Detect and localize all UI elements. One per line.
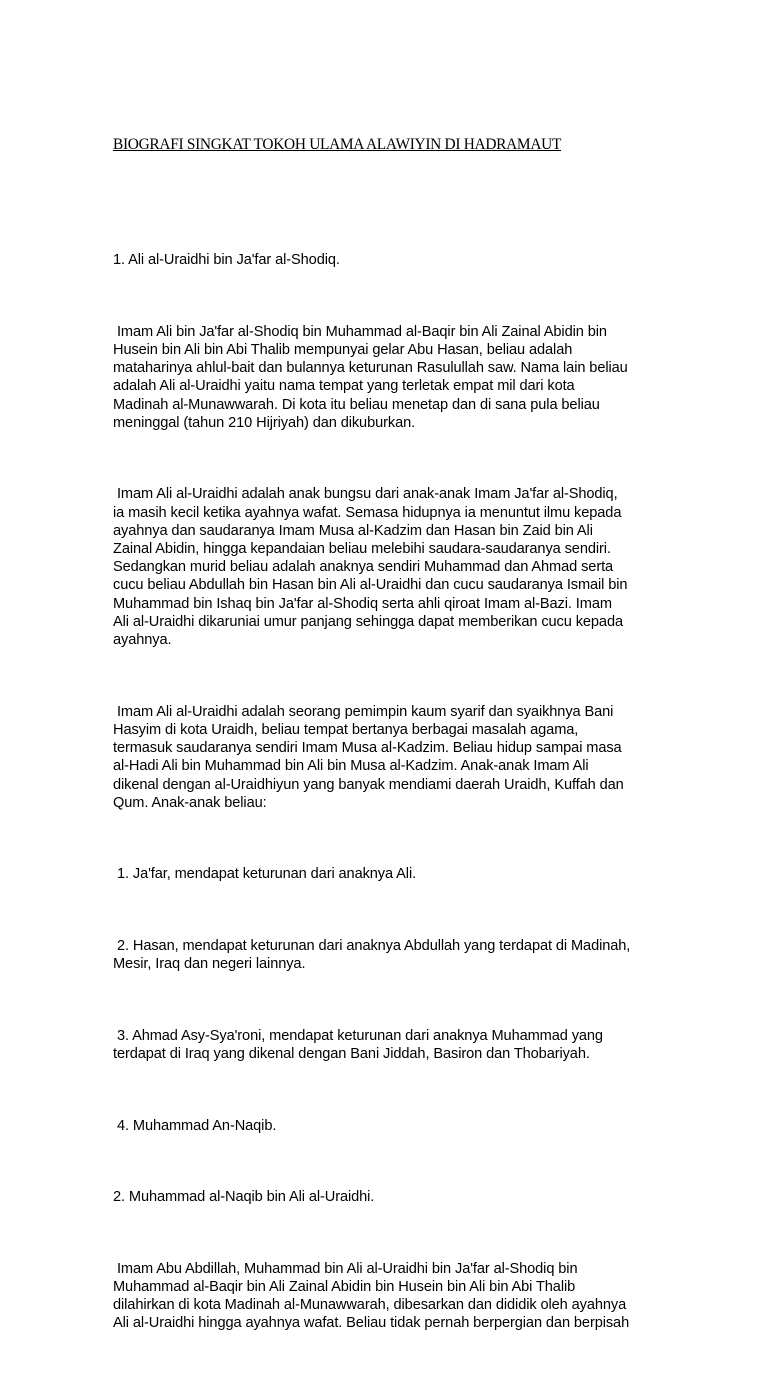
section-heading-1: 1. Ali al-Uraidhi bin Ja'far al-Shodiq. [113,252,340,269]
paragraph: Imam Abu Abdillah, Muhammad bin Ali al-Uraidhi bin Ja'far al-Shodiq bin Muhammad al-Baqir bin Ali Zainal Abidin bin Husein bin Ali bin Abi Thalib dilahirkan di kota Madinah al-Munawwarah, dibesarkan dan dididik oleh ayahnya Ali al-Uraidhi hingga ayahnya wafat. Beliau tidak pernah berpergian dan berpisah [113,1260,630,1332]
document-title: BIOGRAFI SINGKAT TOKOH ULAMA ALAWIYIN DI HADRAMAUT [113,136,562,154]
document-body [113,100,661,1386]
list-item: 3. Ahmad Asy-Sya'roni, mendapat keturunan dari anaknya Muhammad yang terdapat di Iraq yang dikenal dengan Bani Jiddah, Basiron dan Thobariyah. [113,1027,603,1062]
paragraph: Imam Ali bin Ja'far al-Shodiq bin Muhammad al-Baqir bin Ali Zainal Abidin bin Husein bin Ali bin Abi Thalib mempunyai gelar Abu Hasan, beliau adalah mataharinya ahlul-bait dan bulannya keturunan Rasulullah saw. Nama lain beliau adalah Ali al-Uraidhi yaitu nama tempat yang terletak empat mil dari kota Madinah al-Munawwarah. Di kota itu beliau menetap dan di sana pula beliau meninggal (tahun 210 Hijriyah) dan dikuburkan. [113,323,628,431]
list-item: 4. Muhammad An-Naqib. [113,1117,277,1134]
section-heading-2: 2. Muhammad al-Naqib bin Ali al-Uraidhi. [113,1189,375,1206]
paragraph: Imam Ali al-Uraidhi adalah seorang pemimpin kaum syarif dan syaikhnya Bani Hasyim di kota Uraidh, beliau tempat bertanya berbagai masalah agama, termasuk saudaranya sendiri Imam Musa al-Kadzim. Beliau hidup sampai masa al-Hadi Ali bin Muhammad bin Ali bin Musa al-Kadzim. Anak-anak Imam Ali dikenal dengan al-Uraidhiyun yang banyak mendiami daerah Uraidh, Kuffah dan Qum. Anak-anak beliau: [113,703,624,811]
paragraph: Imam Ali al-Uraidhi adalah anak bungsu dari anak-anak Imam Ja'far al-Shodiq, ia masih kecil ketika ayahnya wafat. Semasa hidupnya ia menuntut ilmu kepada ayahnya dan saudaranya Imam Musa al-Kadzim dan Hasan bin Zaid bin Ali Zainal Abidin, hingga kepandaian beliau melebihi saudara-saudaranya sendiri. Sedangkan murid beliau adalah anaknya sendiri Muhammad dan Ahmad serta cucu beliau Abdullah bin Hasan bin Ali al-Uraidhi dan cucu saudaranya Ismail bin Muhammad bin Ishaq bin Ja'far al-Shodiq serta ahli qiroat Imam al-Bazi. Imam Ali al-Uraidhi dikaruniai umur panjang sehingga dapat memberikan cucu kepada ayahnya. [113,486,628,649]
list-item: 1. Ja'far, mendapat keturunan dari anaknya Ali. [113,866,417,883]
list-item: 2. Hasan, mendapat keturunan dari anaknya Abdullah yang terdapat di Madinah, Mesir, Iraq dan negeri lainnya. [113,937,631,973]
